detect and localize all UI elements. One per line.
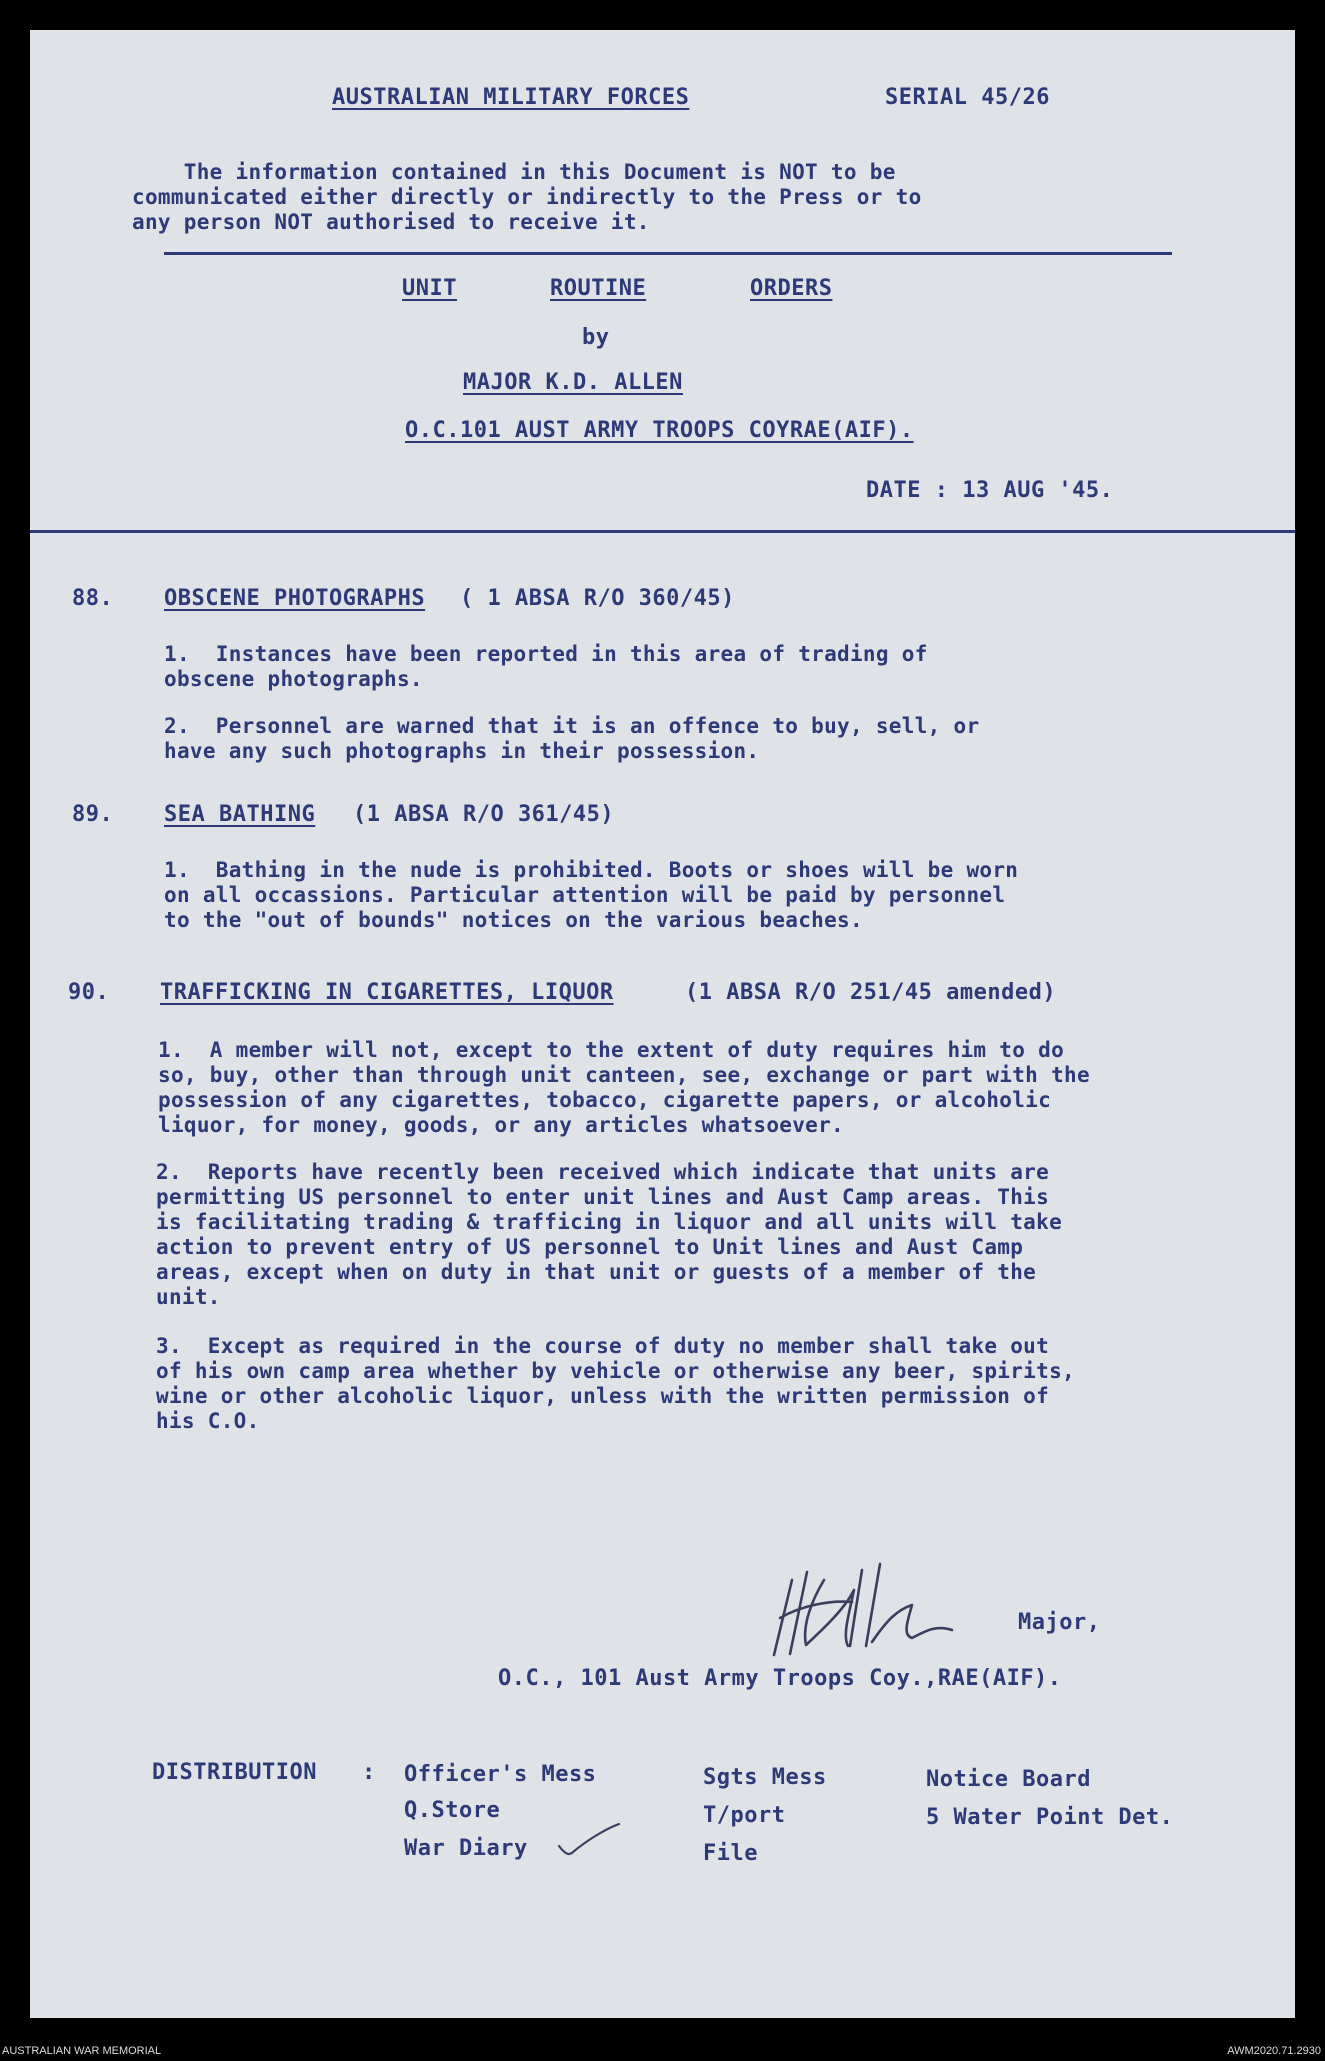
- order-90-para-2-line-2: permitting US personnel to enter unit lines and Aust Camp areas. This: [156, 1185, 1050, 1209]
- order-date: DATE : 13 AUG '45.: [866, 478, 1114, 503]
- distribution-water-point: 5 Water Point Det.: [926, 1805, 1174, 1830]
- order-88-number: 88.: [72, 586, 114, 611]
- org-heading: AUSTRALIAN MILITARY FORCES: [332, 85, 690, 110]
- notice-line-2: communicated either directly or indirectly to the Press or to: [132, 185, 922, 209]
- notice-line-3: any person NOT authorised to receive it.: [132, 210, 650, 234]
- distribution-q-store: Q.Store: [404, 1798, 501, 1823]
- order-89-number: 89.: [72, 802, 114, 827]
- title-orders: ORDERS: [750, 276, 833, 301]
- distribution-sgts-mess: Sgts Mess: [703, 1765, 827, 1790]
- order-90-para-1-line-1: 1. A member will not, except to the extent of duty requires him to do: [158, 1038, 1065, 1062]
- order-90-para-2-line-3: is facilitating trading & trafficing in liquor and all units will take: [156, 1210, 1063, 1234]
- order-89-ref: (1 ABSA R/O 361/45): [353, 802, 615, 827]
- order-90-para-2-line-4: action to prevent entry of US personnel to Unit lines and Aust Camp: [156, 1235, 1024, 1259]
- distribution-notice-board: Notice Board: [926, 1767, 1091, 1792]
- title-by: by: [582, 325, 610, 350]
- distribution-officers-mess: Officer's Mess: [404, 1762, 597, 1787]
- document-page: [30, 30, 1295, 2018]
- signature-unit: O.C., 101 Aust Army Troops Coy.,RAE(AIF).: [498, 1666, 1062, 1691]
- order-90-para-1-line-2: so, buy, other than through unit canteen, see, exchange or part with the: [158, 1063, 1090, 1087]
- order-89-para-1-line-3: to the "out of bounds" notices on the various beaches.: [164, 908, 863, 932]
- footer-source: AUSTRALIAN WAR MEMORIAL: [2, 2045, 162, 2057]
- order-88-para-2-line-2: have any such photographs in their possession.: [164, 739, 760, 763]
- distribution-war-diary: War Diary: [404, 1836, 528, 1861]
- order-90-ref: (1 ABSA R/O 251/45 amended): [685, 980, 1057, 1005]
- distribution-label: DISTRIBUTION: [152, 1760, 317, 1785]
- order-88-para-2-line-1: 2. Personnel are warned that it is an offence to buy, sell, or: [164, 714, 980, 738]
- order-89-heading: SEA BATHING: [164, 802, 316, 827]
- order-90-para-1-line-3: possession of any cigarettes, tobacco, cigarette papers, or alcoholic: [158, 1088, 1052, 1112]
- distribution-tport: T/port: [703, 1803, 786, 1828]
- notice-line-1: The information contained in this Document is NOT to be: [132, 160, 896, 184]
- order-90-para-1-line-4: liquor, for money, goods, or any articles whatsoever.: [158, 1113, 844, 1137]
- order-90-para-3-line-4: his C.O.: [156, 1409, 260, 1433]
- order-90-para-3-line-2: of his own camp area whether by vehicle or otherwise any beer, spirits,: [156, 1359, 1075, 1383]
- order-90-para-2-line-5: areas, except when on duty in that unit or guests of a member of the: [156, 1260, 1037, 1284]
- handwritten-signature: [762, 1550, 992, 1670]
- distribution-file: File: [703, 1841, 758, 1866]
- tick-mark: [555, 1820, 625, 1860]
- distribution-separator: :: [362, 1760, 376, 1785]
- title-unit-name: O.C.101 AUST ARMY TROOPS COYRAE(AIF).: [405, 418, 914, 443]
- signature-rank: Major,: [1018, 1610, 1101, 1635]
- footer-accession: AWM2020.71.2930: [1227, 2045, 1321, 2057]
- order-90-para-3-line-1: 3. Except as required in the course of duty no member shall take out: [156, 1334, 1050, 1358]
- title-officer: MAJOR K.D. ALLEN: [463, 370, 683, 395]
- serial-number: SERIAL 45/26: [885, 85, 1050, 110]
- title-routine: ROUTINE: [550, 276, 647, 301]
- order-90-number: 90.: [68, 980, 110, 1005]
- order-88-para-1-line-2: obscene photographs.: [164, 667, 423, 691]
- order-89-para-1-line-1: 1. Bathing in the nude is prohibited. Boots or shoes will be worn: [164, 858, 1019, 882]
- order-88-para-1-line-1: 1. Instances have been reported in this area of trading of: [164, 642, 928, 666]
- order-90-para-2-line-6: unit.: [156, 1285, 221, 1309]
- order-90-heading: TRAFFICKING IN CIGARETTES, LIQUOR: [160, 980, 614, 1005]
- title-unit: UNIT: [402, 276, 457, 301]
- order-89-para-1-line-2: on all occassions. Particular attention will be paid by personnel: [164, 883, 1006, 907]
- order-88-heading: OBSCENE PHOTOGRAPHS: [164, 586, 426, 611]
- order-88-ref: ( 1 ABSA R/O 360/45): [460, 586, 735, 611]
- order-90-para-2-line-1: 2. Reports have recently been received which indicate that units are: [156, 1160, 1050, 1184]
- title-rule: [30, 530, 1295, 533]
- header-rule: [164, 252, 1172, 255]
- order-90-para-3-line-3: wine or other alcoholic liquor, unless with the written permission of: [156, 1384, 1050, 1408]
